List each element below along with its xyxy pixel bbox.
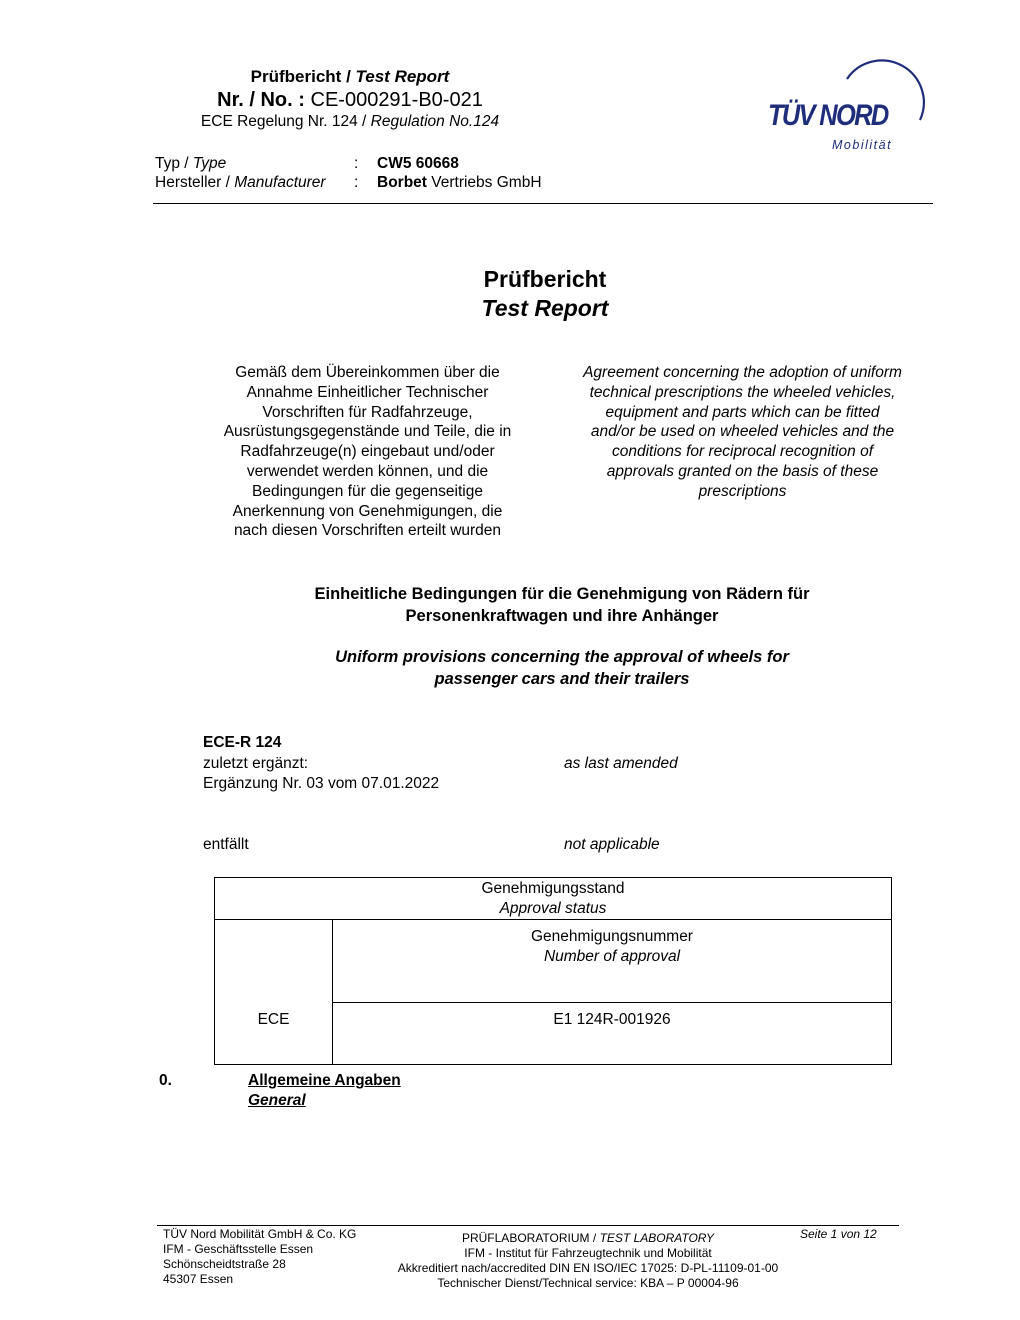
provisions-heading-en: Uniform provisions concerning the approval of wheels for passenger cars and their trailers bbox=[335, 648, 789, 688]
approval-status-table bbox=[214, 877, 892, 1065]
table-divider-1 bbox=[215, 919, 891, 920]
regulation-line: ECE Regelung Nr. 124 / Regulation No.124 bbox=[200, 113, 500, 130]
type-colon: : bbox=[354, 155, 359, 172]
manufacturer-value: Borbet Vertriebs GmbH bbox=[377, 174, 542, 191]
ece-regulation: ECE-R 124 bbox=[203, 734, 282, 751]
amended-en: as last amended bbox=[564, 755, 678, 772]
tuv-nord-logo bbox=[765, 55, 935, 155]
type-label: Typ / Type bbox=[155, 155, 227, 172]
logo-subtitle: Mobilität bbox=[832, 138, 893, 152]
approval-row-label: ECE bbox=[257, 1011, 290, 1028]
header-divider bbox=[153, 203, 933, 204]
not-applicable-en: not applicable bbox=[564, 836, 660, 853]
section-title-de: Allgemeine Angaben bbox=[248, 1072, 401, 1089]
approval-number-header: Genehmigungsnummer Number of approval bbox=[531, 928, 693, 965]
report-title: Prüfbericht / Test Report bbox=[250, 67, 450, 86]
provisions-heading-de: Einheitliche Bedingungen für die Genehmigung von Rädern für Personenkraftwagen und ihre Anhänger bbox=[314, 585, 810, 625]
table-divider-2 bbox=[332, 1002, 891, 1003]
type-value: CW5 60668 bbox=[377, 155, 459, 172]
manufacturer-colon: : bbox=[354, 174, 359, 191]
section-number: 0. bbox=[159, 1072, 172, 1089]
amended-de: zuletzt ergänzt: bbox=[203, 755, 309, 772]
main-title: Prüfbericht bbox=[483, 266, 607, 292]
supplement-line: Ergänzung Nr. 03 vom 07.01.2022 bbox=[203, 775, 440, 792]
report-number: Nr. / No. : CE-000291-B0-021 bbox=[217, 89, 483, 111]
manufacturer-label: Hersteller / Manufacturer bbox=[155, 174, 326, 191]
page-number: Seite 1 von 12 bbox=[800, 1227, 877, 1241]
footer-laboratory: PRÜFLABORATORIUM / TEST LABORATORY IFM - Institut für Fahrzeugtechnik und Mobilität Akkreditiert nach/accredited DIN EN ISO/IEC 17025: D-PL-11109-01-00 Technischer Dienst/Technical service: KBA – P 00004-96 bbox=[397, 1231, 779, 1290]
approval-status-header: Genehmigungsstand Approval status bbox=[481, 880, 625, 917]
not-applicable-de: entfällt bbox=[203, 836, 249, 853]
agreement-de: Gemäß dem Übereinkommen über die Annahme Einheitlicher Technischer Vorschriften für Radfahrzeuge, Ausrüstungsgegenstände und Teile, die in Radfahrzeuge(n) eingebaut und/oder verwendet werden können, und die Bedingungen für die gegenseitige Anerkennung von Genehmigungen, die nach diesen Vorschriften erteilt wurden bbox=[223, 364, 512, 540]
main-title-en: Test Report bbox=[481, 295, 609, 321]
section-title-en: General bbox=[248, 1092, 306, 1109]
logo-wordmark: TÜV NORD bbox=[768, 99, 888, 132]
agreement-en: Agreement concerning the adoption of uniform technical prescriptions the wheeled vehicles, equipment and parts which can be fitted and/or be used on wheeled vehicles and the conditions for reciprocal recognition of approvals granted on the basis of these prescriptions bbox=[583, 364, 902, 500]
footer-address: TÜV Nord Mobilität GmbH & Co. KG IFM - Geschäftsstelle Essen Schönscheidtstraße 28 45307 Essen bbox=[163, 1227, 357, 1286]
approval-number-value: E1 124R-001926 bbox=[553, 1011, 671, 1028]
footer-divider bbox=[157, 1225, 899, 1226]
